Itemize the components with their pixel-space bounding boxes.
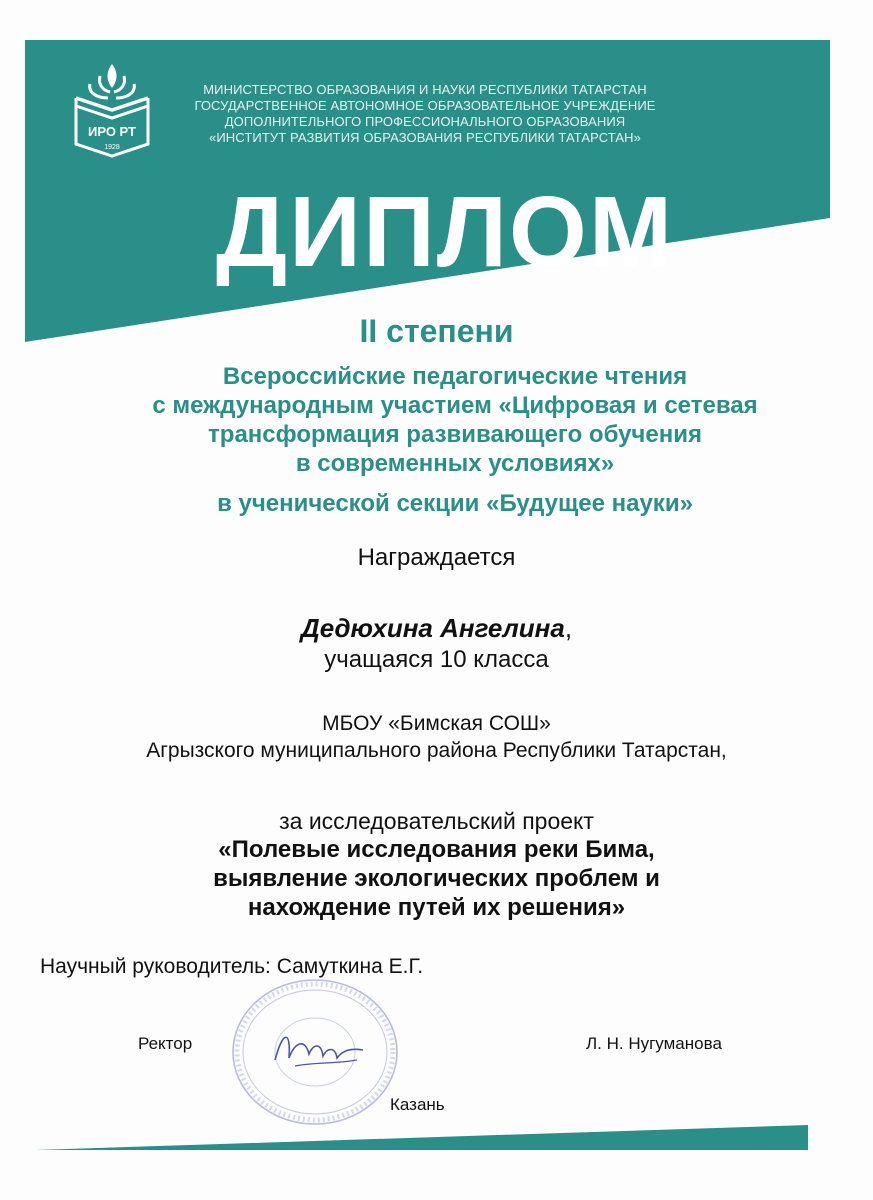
recipient-name-suffix: , bbox=[564, 613, 573, 643]
ministry-header bbox=[165, 82, 685, 146]
rector-signature bbox=[265, 1020, 375, 1080]
ministry-line: ДОПОЛНИТЕЛЬНОГО ПРОФЕССИОНАЛЬНОГО ОБРАЗОВАНИЯ bbox=[224, 114, 626, 129]
event-line: с международным участием «Цифровая и сетевая bbox=[152, 392, 758, 419]
footer-band-shape bbox=[36, 1125, 808, 1150]
school-line: Агрызского муниципального района Республики Татарстан, bbox=[146, 739, 727, 762]
project-line: выявление экологических проблем и bbox=[213, 865, 660, 892]
institute-logo bbox=[70, 58, 154, 162]
rector-label: Ректор bbox=[138, 1034, 193, 1053]
recipient-line bbox=[0, 612, 873, 644]
diploma-title: ДИПЛОМ bbox=[215, 176, 675, 288]
supervisor-line: Научный руководитель: Самуткина Е.Г. bbox=[40, 955, 424, 978]
ministry-line: МИНИСТЕРСТВО ОБРАЗОВАНИЯ И НАУКИ РЕСПУБЛИКИ ТАТАРСТАН bbox=[203, 82, 647, 97]
signer-name: Л. Н. Нугуманова bbox=[586, 1034, 722, 1053]
school-info bbox=[0, 710, 873, 764]
project-line: «Полевые исследования реки Бима, bbox=[218, 836, 655, 863]
event-title bbox=[80, 362, 830, 478]
project-intro: за исследовательский проект bbox=[279, 808, 594, 834]
book-sprout-icon bbox=[76, 64, 148, 156]
logo-year: 1928 bbox=[104, 144, 120, 151]
event-line: Всероссийские педагогические чтения bbox=[222, 363, 688, 390]
project-line: нахождение путей их решения» bbox=[247, 894, 626, 921]
ministry-line: «ИНСТИТУТ РАЗВИТИЯ ОБРАЗОВАНИЯ РЕСПУБЛИКИ ТАТАРСТАН» bbox=[209, 130, 641, 145]
event-line: трансформация развивающего обучения bbox=[208, 421, 702, 448]
city-label: Казань bbox=[390, 1095, 445, 1114]
recipient-name: Дедюхина Ангелина bbox=[300, 613, 565, 643]
awarded-label: Награждается bbox=[357, 544, 516, 571]
school-line: МБОУ «Бимская СОШ» bbox=[322, 712, 551, 735]
recipient-grade: учащаяся 10 класса bbox=[324, 646, 549, 673]
project-title bbox=[0, 835, 873, 922]
section-label: в ученической секции «Будущее науки» bbox=[217, 490, 693, 517]
ministry-line: ГОСУДАРСТВЕННОЕ АВТОНОМНОЕ ОБРАЗОВАТЕЛЬНОЕ УЧРЕЖДЕНИЕ bbox=[194, 98, 656, 113]
footer-band bbox=[0, 1120, 873, 1160]
logo-text: ИРО РТ bbox=[87, 124, 137, 139]
event-line: в современных условиях» bbox=[295, 450, 615, 477]
degree-label: II степени bbox=[359, 313, 514, 349]
